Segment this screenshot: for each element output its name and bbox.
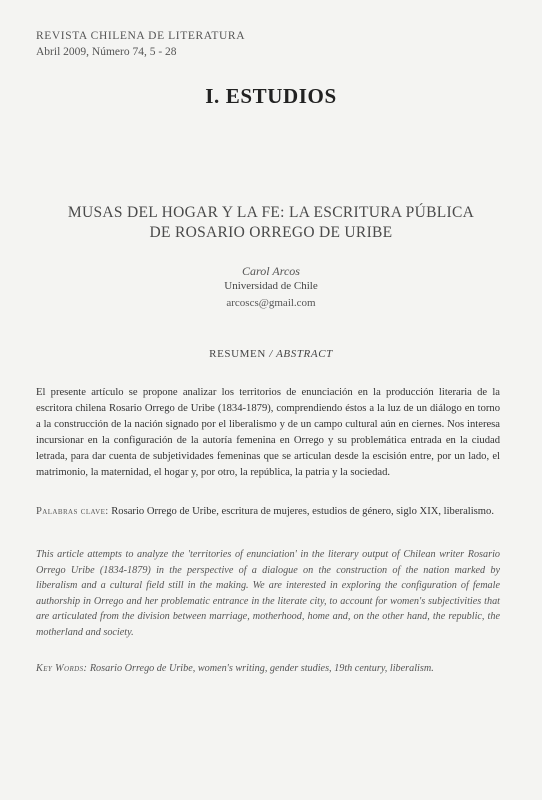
- author-email: arcoscs@gmail.com: [226, 297, 316, 309]
- keywords-text-en: Rosario Orrego de Uribe, women's writing, gender studies, 19th century, liberalism.: [87, 663, 434, 674]
- author-affiliation: Universidad de Chile: [224, 280, 318, 292]
- keywords-spanish: [36, 504, 500, 520]
- keywords-label-es: Palabras clave:: [36, 506, 109, 517]
- resumen-label: RESUMEN: [209, 348, 266, 360]
- resumen-heading: [0, 348, 542, 360]
- journal-name: REVISTA CHILENA DE LITERATURA: [36, 30, 246, 42]
- keywords-label-en: Key Words:: [36, 663, 88, 674]
- keywords-english: [36, 661, 500, 677]
- abstract-english: This article attempts to analyze the 'territories of enunciation' in the literary output of Chilean writer Rosario Orrego Uribe (1834-1879) in the perspective of a dialogue on the construction of the nation marked by liberalism and a cultural field still in the making. We are interested in exploring the configuration of female authorship in Orrego and her problematic entrance in the literate city, to account for women's subjectivities that are articulated from the division between marriage, motherhood, home and, on the other hand, the republic, the motherland and society.: [36, 549, 500, 638]
- article-title-line-2: DE ROSARIO ORREGO DE URIBE: [149, 224, 393, 241]
- section-title: I. ESTUDIOS: [205, 84, 337, 108]
- keywords-text-es: Rosario Orrego de Uribe, escritura de mujeres, estudios de género, siglo XIX, liberalismo.: [108, 506, 494, 517]
- article-title-line-1: MUSAS DEL HOGAR Y LA FE: LA ESCRITURA PÚBLICA: [67, 204, 475, 221]
- journal-issue: Abril 2009, Número 74, 5 - 28: [36, 46, 177, 58]
- abstract-label: ABSTRACT: [276, 348, 333, 360]
- author-name: Carol Arcos: [242, 264, 300, 278]
- abstract-spanish: El presente artículo se propone analizar los territorios de enunciación en la producción literaria de la escritora chilena Rosario Orrego de Uribe (1834-1879), comprendiendo éstos a la luz de un diálogo en torno a la construcción de la nación signado por el liberalismo y de un campo cultural aún en ciernes. Nos interesa incursionar en la configuración de la autoría femenina en Orrego y su problemática entrada en la ciudad letrada, para dar cuenta de subjetividades femeninas que se articulan desde la escisión entre, por un lado, el matrimonio, la maternidad, el hogar y, por otro, la república, la patria y la sociedad.: [36, 387, 500, 478]
- resumen-separator: /: [265, 348, 277, 360]
- article-title: [40, 203, 502, 243]
